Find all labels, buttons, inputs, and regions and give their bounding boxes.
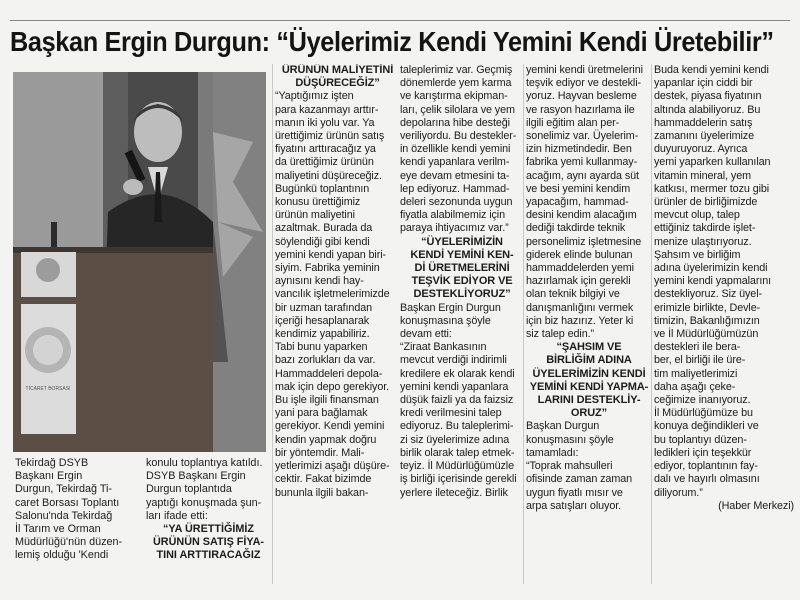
caption-line: lemiş olduğu 'Kendi (15, 549, 109, 562)
text-line: İl Müdürlüğümüze bu (654, 407, 753, 420)
text-line: katkısı, mermer tozu gibi (654, 182, 770, 195)
text-line: kendimiz yapabiliriz. (275, 328, 370, 341)
text-line: birlik olarak talep etmek- (400, 446, 515, 459)
text-line: giderek elinde bulunan (526, 248, 633, 261)
text-line: ve rasyon hazırlama ile (526, 103, 635, 116)
text-line: Başkan Durgun (526, 420, 600, 433)
text-line: kredi verilmesini talep (400, 407, 502, 420)
text-line: devam etti: (400, 328, 452, 341)
article-column-2 (400, 64, 524, 584)
photo-caption (15, 457, 133, 587)
text-line: Başkan Ergin Durgun (400, 301, 501, 314)
text-line: DÜŞÜRECEĞİZ” (295, 77, 380, 90)
text-line: “Ziraat Bankasının (400, 341, 487, 354)
text-line: yemini kendi yapmalarını (654, 275, 772, 288)
text-line: fabrika yemi kullanmay- (526, 156, 638, 169)
text-line: ürettiğimiz ürünün satış (275, 130, 385, 143)
text-line: Bu işle ilgili finansman (275, 394, 379, 407)
caption-line: Müdürlüğü'nün düzen- (15, 536, 123, 549)
text-line: kendin yapmak doğru (275, 433, 377, 446)
text-line: YEMİNİ KENDİ YAPMA- (529, 380, 649, 393)
text-line: ediyoruz. Bu taleplerimi- (400, 420, 514, 433)
text-line: siyim. Fabrika yeminin (275, 262, 380, 275)
text-line: ofisinde zaman zaman (526, 473, 633, 486)
text-line: erimizle birlikte, Devle- (654, 301, 761, 314)
text-line: hammaddelerin satış (654, 116, 753, 129)
text-line: yemini kendi yapan biri- (275, 248, 387, 261)
text-line: acağım, aynı ayarda süt (526, 169, 639, 182)
top-rule (10, 20, 790, 21)
text-line: dediği takdirde teknik (526, 222, 626, 235)
article-column-1 (275, 64, 400, 584)
text-line: kredilere ek olarak kendi (400, 367, 515, 380)
text-line: bir yöntemdir. Mali- (275, 446, 365, 459)
text-line: manın iki yolu var. Ya (275, 116, 375, 129)
text-line: ve karıştırma ekipman- (400, 90, 508, 103)
text-line: altında alabiliyoruz. Bu (654, 103, 761, 116)
text-line: ları ifade etti: (146, 509, 208, 522)
text-line: mak için depo gerekiyor. (275, 380, 390, 393)
text-line: yani para bağlamak (275, 407, 368, 420)
text-line: daha aşağı çeke- (654, 380, 736, 393)
text-line: TINI ARTTIRACAĞIZ (156, 549, 261, 562)
article-column-4 (654, 64, 794, 584)
caption-line: İl Tarım ve Orman (15, 523, 101, 536)
text-line: diliyorum.” (654, 486, 703, 499)
text-line: deleri sezonunda uygun (400, 196, 513, 209)
text-line: dönemlerde yem karma (400, 77, 512, 90)
text-line: uygun fiyatlı mısır ve (526, 486, 623, 499)
caption-line: Durgun, Tekirdağ Ti- (15, 483, 113, 496)
text-line: yemini kendi üretmelerini (526, 64, 643, 76)
text-line: konusu ürettiğimiz (275, 196, 361, 209)
text-line: Buda kendi yemini kendi (654, 64, 769, 76)
text-line: fiyatla alabilmemiz için (400, 209, 506, 222)
text-line: destekliyoruz. Siz üyel- (654, 288, 763, 301)
text-line: olan teknik bilgiyi ve (526, 288, 620, 301)
article-column-3 (526, 64, 652, 584)
text-line: vancılık işletmelerimizde (275, 288, 390, 301)
text-line: yetlerimizi aşağı düşüre- (275, 460, 390, 473)
text-line: lep ediyoruz. Hammad- (400, 182, 510, 195)
text-line: timizin, Bakanlığımızın (654, 314, 760, 327)
text-line: fiyatını arttıracağız ya (275, 143, 376, 156)
text-line: arpa satışları oluyor. (526, 499, 622, 512)
text-line: ÜRÜNÜN SATIŞ FİYA- (153, 536, 264, 549)
text-line: “Yaptığımız işten (275, 90, 354, 103)
speaker-photo (13, 72, 266, 452)
text-line: yapacağım, hammad- (526, 196, 629, 209)
text-line: aynısını kendi hay- (275, 275, 364, 288)
text-line: tim maliyetlerimizi (654, 367, 738, 380)
text-line: ber, el birliği ile üre- (654, 354, 746, 367)
text-line: hazırlamak için gerekli (526, 275, 631, 288)
text-line: cektir. Fakat bizimde (275, 473, 372, 486)
text-line: yaptığı konuşmada şun- (146, 496, 262, 509)
column-separator (272, 64, 273, 584)
text-line: TEŞVİK EDİYOR VE (411, 275, 513, 288)
text-line: ilgili eğitim alan per- (526, 116, 620, 129)
text-line: ÜYELERİMİZİN KENDİ (532, 367, 646, 380)
text-line: hammaddelerden yemi (526, 262, 634, 275)
text-line: Durgun toplantıda (146, 483, 232, 496)
text-line: destekleri ile bera- (654, 341, 741, 354)
text-line: içeriği hesaplanarak (275, 314, 370, 327)
text-line: danışmanlığını vermek (526, 301, 634, 314)
text-line: BİRLİĞİM ADINA (546, 354, 632, 367)
text-line: söylendiği gibi kendi (275, 235, 370, 248)
text-line: zi siz üyelerimize adına (400, 433, 510, 446)
text-line: iş birliği içerisinde gerekli (400, 473, 517, 486)
text-line: “ŞAHSIM VE (556, 341, 622, 354)
text-line: “ÜYELERİMİZİN (421, 235, 503, 248)
text-line: depolarına hibe desteği (400, 116, 510, 129)
text-line: ceğimize inanıyoruz. (654, 394, 751, 407)
text-line: taleplerimiz var. Geçmiş (400, 64, 513, 76)
text-line: vitamin mineral, yem (654, 169, 751, 182)
text-line: teşvik ediyor ve destekli- (526, 77, 642, 90)
text-line: yemini kendi yapanlara (400, 380, 509, 393)
text-line: ettiğiniz takdirde işlet- (654, 222, 756, 235)
text-line: bu toplantıyı düzen- (654, 433, 747, 446)
text-line: paraya ihtiyacımız var.” (400, 222, 509, 235)
text-line: dalı ve hayırlı olmasını (654, 473, 760, 486)
text-line: mevcut verdiği indirimli (400, 354, 507, 367)
text-line: bununla ilgili bakan- (275, 486, 369, 499)
text-line: izin hizmetindedir. Ben (526, 143, 632, 156)
text-line: menize ulaştırıyoruz. (654, 235, 752, 248)
text-line: (Haber Merkezi) (718, 499, 794, 512)
text-line: bir uzman tarafından (275, 301, 373, 314)
text-line: kendi yapanlara verilm- (400, 156, 510, 169)
text-line: konulu toplantıya katıldı. (146, 457, 263, 469)
text-line: DESTEKLİYORUZ” (413, 288, 511, 301)
text-line: maliyetini düşüreceğiz. (275, 169, 382, 182)
text-line: destek, piyasa fiyatının (654, 90, 762, 103)
caption-line: Başkanı Ergin (15, 470, 83, 483)
text-line: ürünün maliyetini (275, 209, 355, 222)
text-line: konuşmasını şöyle (526, 433, 614, 446)
text-line: DSYB Başkanı Ergin (146, 470, 246, 483)
text-line: Bugünkü toplantının (275, 182, 370, 195)
text-line: konuşmasına şöyle (400, 314, 491, 327)
podium-logo-text: TİCARET BORSASI (25, 386, 71, 392)
text-line: ÜRÜNÜN MALİYETİNİ (281, 64, 394, 76)
text-line: teyiz. İl Müdürlüğümüzle (400, 460, 515, 473)
caption-line: caret Borsası Toplantı (15, 496, 120, 509)
text-line: in özellikle kendi yemini (400, 143, 511, 156)
text-line: konuya değindikleri ve (654, 420, 759, 433)
text-line: da ürettiğimiz ürünün (275, 156, 374, 169)
text-line: adına üyelerimizin kendi (654, 262, 768, 275)
text-line: veriliyordu. Bu destekler- (400, 130, 517, 143)
column-0b (146, 457, 271, 587)
text-line: sonelimiz var. Üyelerim- (526, 130, 639, 143)
text-line: yerlere ileteceğiz. Birlik (400, 486, 508, 499)
caption-line: Salonu'nda Tekirdağ (15, 509, 113, 522)
text-line: için biz hazırız. Yeter ki (526, 314, 634, 327)
text-line: Hammaddeleri depola- (275, 367, 383, 380)
text-line: yemi yaparken kullanılan (654, 156, 771, 169)
text-line: siz talep edin.” (526, 328, 595, 341)
text-line: duyuruyoruz. Ayrıca (654, 143, 748, 156)
text-line: ediyor, toplantının fay- (654, 460, 758, 473)
text-line: “YA ÜRETTİĞİMİZ (163, 523, 254, 536)
headline: Başkan Ergin Durgun: “Üyelerimiz Kendi Yemini Kendi Üretebilir” (10, 26, 774, 57)
caption-line: Tekirdağ DSYB (15, 457, 89, 469)
text-line: Dİ ÜRETMELERİNİ (414, 262, 510, 275)
text-line: ve İl Müdürlüğümüzün (654, 328, 759, 341)
text-line: Şahsım ve birliğim (654, 248, 741, 261)
text-line: ları, çelik silolara ve yem (400, 103, 515, 116)
text-line: ORUZ” (570, 407, 608, 420)
text-line: mevcut olup, talep (654, 209, 740, 222)
text-line: eye devam etmesini ta- (400, 169, 510, 182)
text-line: ve besi yemini kendim (526, 182, 631, 195)
text-line: ürünler de birliğimizde (654, 196, 758, 209)
speaker-photo-illustration (13, 72, 266, 452)
text-line: düşük faizli ya da faizsiz (400, 394, 514, 407)
text-line: personelimiz işletmesine (526, 235, 642, 248)
text-line: azaltmak. Burada da (275, 222, 373, 235)
text-line: gerekiyor. Kendi yemini (275, 420, 385, 433)
text-line: tamamladı: (526, 446, 579, 459)
text-line: desini kendim alacağım (526, 209, 637, 222)
text-line: zamanını üyelerimize (654, 130, 755, 143)
text-line: yoruz. Hayvan besleme (526, 90, 637, 103)
text-line: “Toprak mahsulleri (526, 460, 613, 473)
text-line: LARINI DESTEKLİY- (537, 394, 641, 407)
text-line: bazı zorlukları da var. (275, 354, 376, 367)
text-line: ledikleri için teşekkür (654, 446, 752, 459)
text-line: yapanlar için ciddi bir (654, 77, 753, 90)
text-line: KENDİ YEMİNİ KEN- (410, 248, 514, 261)
text-line: Tabi bunu yaparken (275, 341, 368, 354)
text-line: para kazanmayı arttır- (275, 103, 379, 116)
